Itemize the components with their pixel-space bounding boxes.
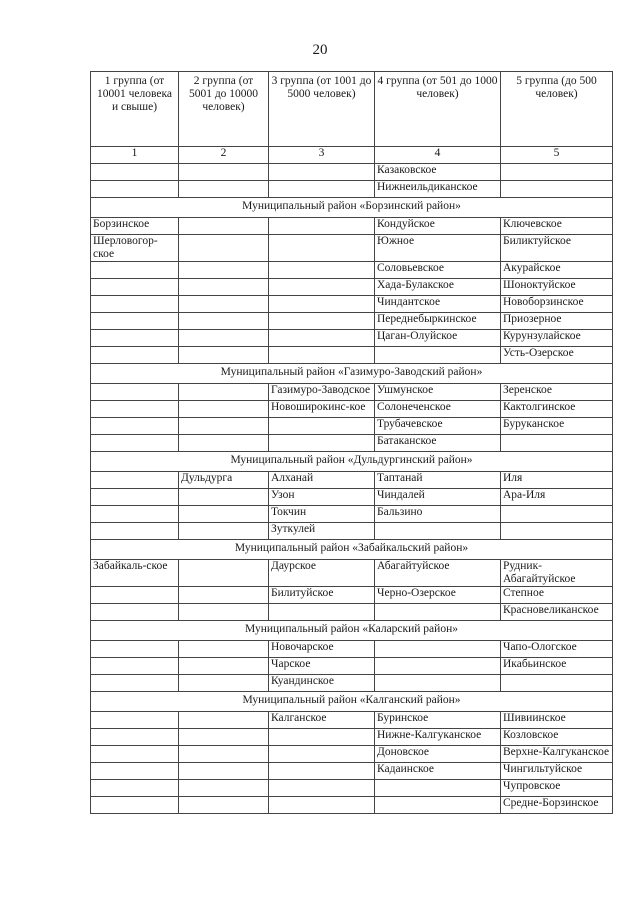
settlement-cell: [179, 797, 269, 814]
table-row: [91, 675, 613, 692]
header-cell-group-3: 3 группа (от 1001 до 5000 человек): [269, 72, 375, 147]
settlement-cell: [501, 675, 613, 692]
settlement-cell: [91, 262, 179, 279]
settlement-cell: Куандинское: [269, 675, 375, 692]
settlement-cell: [179, 218, 269, 235]
settlement-cell: Ключевское: [501, 218, 613, 235]
table-row: [91, 560, 613, 587]
settlement-cell: [375, 658, 501, 675]
table-row: [91, 523, 613, 540]
header-cell-group-4: 4 группа (от 501 до 1000 человек): [375, 72, 501, 147]
settlement-cell: [91, 181, 179, 198]
settlement-cell: [179, 604, 269, 621]
settlement-cell: [269, 604, 375, 621]
settlement-cell: [269, 347, 375, 364]
settlement-cell: [179, 279, 269, 296]
settlement-cell: Приозерное: [501, 313, 613, 330]
column-number: 1: [91, 147, 179, 164]
settlement-cell: [269, 279, 375, 296]
header-cell-group-5: 5 группа (до 500 человек): [501, 72, 613, 147]
settlement-cell: [501, 164, 613, 181]
settlement-cell: [91, 712, 179, 729]
settlement-cell: Бальзино: [375, 506, 501, 523]
settlement-cell: [91, 675, 179, 692]
settlement-cell: Доновское: [375, 746, 501, 763]
settlement-cell: Усть-Озерское: [501, 347, 613, 364]
settlement-cell: [179, 296, 269, 313]
settlement-cell: Рудник-Абагайтуйское: [501, 560, 613, 587]
settlement-cell: [375, 797, 501, 814]
district-header-row: [91, 198, 613, 218]
settlement-cell: [179, 347, 269, 364]
settlement-cell: [91, 506, 179, 523]
settlement-cell: Козловское: [501, 729, 613, 746]
page-number: 20: [312, 42, 328, 58]
settlement-cell: [269, 164, 375, 181]
settlement-cell: Узон: [269, 489, 375, 506]
table-body: [91, 72, 613, 814]
settlement-cell: Абагайтуйское: [375, 560, 501, 587]
settlement-cell: Борзинское: [91, 218, 179, 235]
district-header-row: [91, 452, 613, 472]
settlement-cell: Хада-Булакское: [375, 279, 501, 296]
column-number: 5: [501, 147, 613, 164]
district-header-row: [91, 692, 613, 712]
column-number: 4: [375, 147, 501, 164]
column-number: 2: [179, 147, 269, 164]
settlement-cell: [91, 472, 179, 489]
district-title: Муниципальный район «Дульдургинский район»: [91, 452, 613, 472]
settlement-cell: [179, 560, 269, 587]
table-row: [91, 658, 613, 675]
settlement-cell: [179, 489, 269, 506]
table-row: [91, 164, 613, 181]
settlement-cell: [91, 746, 179, 763]
settlement-cell: [179, 763, 269, 780]
settlement-cell: Калганское: [269, 712, 375, 729]
settlement-cell: [179, 262, 269, 279]
table-row: [91, 384, 613, 401]
settlement-cell: [179, 746, 269, 763]
table-row: [91, 330, 613, 347]
table-row: [91, 587, 613, 604]
settlement-cell: [269, 763, 375, 780]
settlement-cell: Буруканское: [501, 418, 613, 435]
settlement-cell: Нижнеильдиканское: [375, 181, 501, 198]
settlement-cell: Кондуйское: [375, 218, 501, 235]
settlement-cell: [91, 279, 179, 296]
settlement-cell: [179, 506, 269, 523]
settlement-cell: [269, 418, 375, 435]
table-row: [91, 780, 613, 797]
settlement-cell: [269, 780, 375, 797]
settlement-cell: [269, 797, 375, 814]
settlement-cell: Газимуро-Заводское: [269, 384, 375, 401]
settlement-cell: Иля: [501, 472, 613, 489]
settlement-cell: Казаковское: [375, 164, 501, 181]
settlement-cell: [179, 712, 269, 729]
settlement-cell: Чиндантское: [375, 296, 501, 313]
settlement-cell: Трубачевское: [375, 418, 501, 435]
settlement-cell: Верхне-Калгуканское: [501, 746, 613, 763]
settlement-cell: Курунзулайское: [501, 330, 613, 347]
settlement-cell: Алханай: [269, 472, 375, 489]
settlement-cell: [501, 506, 613, 523]
settlement-cell: [91, 763, 179, 780]
settlement-cell: Черно-Озерское: [375, 587, 501, 604]
settlement-cell: [269, 181, 375, 198]
settlement-cell: [91, 641, 179, 658]
settlement-cell: [179, 587, 269, 604]
settlement-cell: [375, 347, 501, 364]
settlement-cell: [91, 780, 179, 797]
settlement-cell: [91, 797, 179, 814]
settlement-cell: Кактолгинское: [501, 401, 613, 418]
table-row: [91, 763, 613, 780]
settlement-cell: [91, 435, 179, 452]
settlement-cell: Ушмунское: [375, 384, 501, 401]
settlement-cell: [91, 658, 179, 675]
district-title: Муниципальный район «Газимуро-Заводский район»: [91, 364, 613, 384]
settlement-cell: [91, 164, 179, 181]
district-title: Муниципальный район «Калганский район»: [91, 692, 613, 712]
district-header-row: [91, 621, 613, 641]
settlement-cell: Зуткулей: [269, 523, 375, 540]
settlement-cell: Цаган-Олуйское: [375, 330, 501, 347]
settlement-cell: [91, 347, 179, 364]
settlement-cell: [91, 296, 179, 313]
settlement-cell: [91, 523, 179, 540]
settlement-cell: [179, 658, 269, 675]
settlement-cell: [179, 313, 269, 330]
settlement-cell: [179, 675, 269, 692]
settlement-cell: [269, 218, 375, 235]
settlement-cell: Шерловогор-ское: [91, 235, 179, 262]
settlement-cell: [269, 296, 375, 313]
settlement-cell: [91, 604, 179, 621]
settlement-cell: Дульдурга: [179, 472, 269, 489]
settlement-cell: [91, 587, 179, 604]
header-cell-group-1: 1 группа (от 10001 человека и свыше): [91, 72, 179, 147]
settlement-cell: Акурайское: [501, 262, 613, 279]
settlement-cell: Средне-Борзинское: [501, 797, 613, 814]
settlement-cell: [91, 729, 179, 746]
table-row: [91, 746, 613, 763]
settlement-cell: Билитуйское: [269, 587, 375, 604]
settlement-cell: Шоноктуйское: [501, 279, 613, 296]
settlement-cell: Буринское: [375, 712, 501, 729]
settlement-cell: Красновеликанское: [501, 604, 613, 621]
column-number: 3: [269, 147, 375, 164]
table-row: [91, 279, 613, 296]
table-row: [91, 235, 613, 262]
table-row: [91, 472, 613, 489]
table-row: [91, 729, 613, 746]
settlement-cell: [179, 523, 269, 540]
settlement-cell: [179, 729, 269, 746]
settlement-cell: [501, 435, 613, 452]
settlement-cell: [375, 675, 501, 692]
settlement-cell: [179, 235, 269, 262]
settlement-cell: [269, 729, 375, 746]
settlement-cell: Солонеченское: [375, 401, 501, 418]
settlement-cell: Степное: [501, 587, 613, 604]
settlement-cell: [375, 641, 501, 658]
settlement-cell: Южное: [375, 235, 501, 262]
settlement-cell: Батаканское: [375, 435, 501, 452]
table-row: [91, 435, 613, 452]
settlement-cell: [179, 164, 269, 181]
settlement-cell: Таптанай: [375, 472, 501, 489]
settlement-cell: Биликтуйское: [501, 235, 613, 262]
table-row: [91, 347, 613, 364]
settlement-cell: [269, 435, 375, 452]
settlement-cell: [269, 262, 375, 279]
table-row: [91, 313, 613, 330]
settlement-cell: [91, 384, 179, 401]
settlement-cell: Ара-Иля: [501, 489, 613, 506]
table-row: [91, 506, 613, 523]
table-row: [91, 712, 613, 729]
settlement-cell: Чиндалей: [375, 489, 501, 506]
settlement-cell: Чупровское: [501, 780, 613, 797]
table-row: [91, 797, 613, 814]
settlement-cell: [179, 330, 269, 347]
district-header-row: [91, 540, 613, 560]
district-header-row: [91, 364, 613, 384]
column-number-row: [91, 147, 613, 164]
table-row: [91, 296, 613, 313]
settlement-cell: [91, 330, 179, 347]
settlement-cell: [501, 181, 613, 198]
settlement-cell: Забайкаль-ское: [91, 560, 179, 587]
settlement-cell: [179, 181, 269, 198]
settlement-cell: Зеренское: [501, 384, 613, 401]
settlement-cell: Чапо-Ологское: [501, 641, 613, 658]
settlement-cell: [375, 523, 501, 540]
table-row: [91, 181, 613, 198]
district-title: Муниципальный район «Забайкальский район»: [91, 540, 613, 560]
settlement-cell: [91, 489, 179, 506]
settlement-cell: [91, 313, 179, 330]
settlement-cell: [179, 384, 269, 401]
settlement-cell: Переднебыркинское: [375, 313, 501, 330]
settlement-cell: [375, 604, 501, 621]
district-title: Муниципальный район «Каларский район»: [91, 621, 613, 641]
header-row: [91, 72, 613, 147]
table-row: [91, 418, 613, 435]
settlement-cell: Токчин: [269, 506, 375, 523]
header-cell-group-2: 2 группа (от 5001 до 10000 человек): [179, 72, 269, 147]
settlement-cell: Даурское: [269, 560, 375, 587]
settlement-cell: [91, 418, 179, 435]
table-row: [91, 218, 613, 235]
settlement-cell: Чарское: [269, 658, 375, 675]
settlement-cell: [179, 401, 269, 418]
settlement-cell: [91, 401, 179, 418]
settlement-cell: Новоширокинс-кое: [269, 401, 375, 418]
settlement-cell: [269, 330, 375, 347]
settlement-cell: [269, 313, 375, 330]
settlement-cell: Нижне-Калгуканское: [375, 729, 501, 746]
settlement-cell: Кадаинское: [375, 763, 501, 780]
settlement-cell: Соловьевское: [375, 262, 501, 279]
settlement-cell: Икабьинское: [501, 658, 613, 675]
settlement-cell: Новоборзинское: [501, 296, 613, 313]
table-row: [91, 489, 613, 506]
table-row: [91, 262, 613, 279]
settlement-cell: [179, 780, 269, 797]
settlement-cell: [501, 523, 613, 540]
settlement-cell: [269, 746, 375, 763]
settlements-table: [90, 71, 613, 814]
settlement-cell: Чингильтуйское: [501, 763, 613, 780]
table-row: [91, 604, 613, 621]
settlement-cell: [269, 235, 375, 262]
settlement-cell: Шивиинское: [501, 712, 613, 729]
settlement-cell: Новочарское: [269, 641, 375, 658]
table-row: [91, 401, 613, 418]
settlement-cell: [179, 435, 269, 452]
settlement-cell: [179, 418, 269, 435]
settlement-cell: [375, 780, 501, 797]
table-row: [91, 641, 613, 658]
settlement-cell: [179, 641, 269, 658]
district-title: Муниципальный район «Борзинский район»: [91, 198, 613, 218]
